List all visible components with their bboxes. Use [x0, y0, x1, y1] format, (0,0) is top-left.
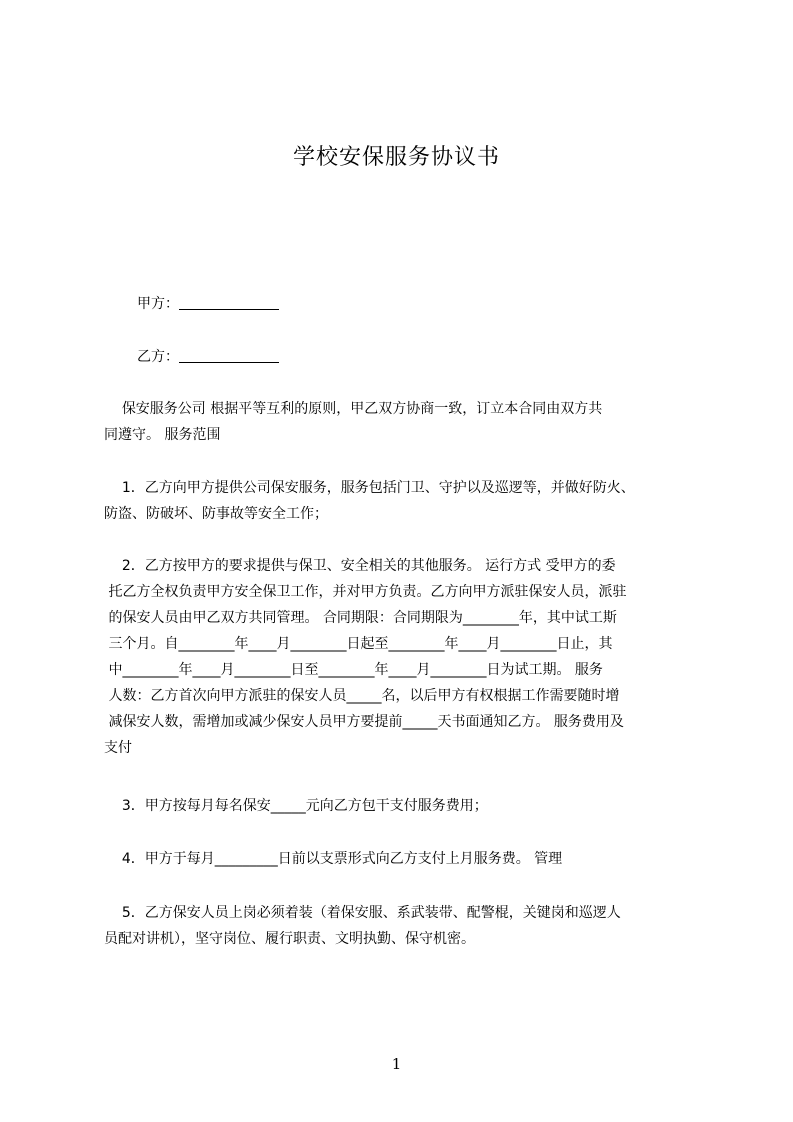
party-b-blank	[179, 348, 279, 363]
party-a-label: 甲方：	[137, 296, 179, 312]
party-a-blank	[179, 295, 279, 310]
paragraph-clause-2: 2．乙方按甲方的要求提供与保卫、安全相关的其他服务。 运行方式 受甲方的委 托乙方全权负责甲方安全保卫工作，并对甲方负责。乙方向甲方派驻保安人员，派驻 的保安人员由甲乙双方共同管理。 合同期限：合同期限为________年，其中试工斯 三个月。自________年____月________日起至________年____月________日止，其 中________年____月________日至________年____月________日为试工期。 服务 人数：乙方首次向甲方派驻的保安人员_____名，以后甲方有权根据工作需要随时增 减保安人数，需增加或减少保安人员甲方要提前_____天书面通知乙方。 服务费用及 支付	[104, 558, 627, 756]
paragraph-intro: 保安服务公司 根据平等互利的原则，甲乙双方协商一致，订立本合同由双方共 同遵守。 服务范围	[104, 401, 603, 443]
document-title: 学校安保服务协议书	[292, 145, 500, 170]
page-number: 1	[391, 1055, 402, 1073]
paragraph-clause-3: 3．甲方按每月每名保安_____元向乙方包干支付服务费用；	[104, 798, 488, 814]
party-b-label: 乙方：	[137, 349, 179, 365]
paragraph-clause-1: 1．乙方向甲方提供公司保安服务，服务包括门卫、守护以及巡逻等，并做好防火、 防盗、防破坏、防事故等安全工作；	[104, 480, 635, 522]
party-b-field	[137, 346, 279, 366]
paragraph-clause-5: 5．乙方保安人员上岗必须着装（着保安服、系武装带、配警棍，关键岗和巡逻人 员配对讲机），坚守岗位、履行职责、文明执勤、保守机密。	[104, 905, 621, 947]
party-a-field	[137, 293, 279, 313]
paragraph-clause-4: 4．甲方于每月_________日前以支票形式向乙方支付上月服务费。 管理	[104, 851, 563, 867]
